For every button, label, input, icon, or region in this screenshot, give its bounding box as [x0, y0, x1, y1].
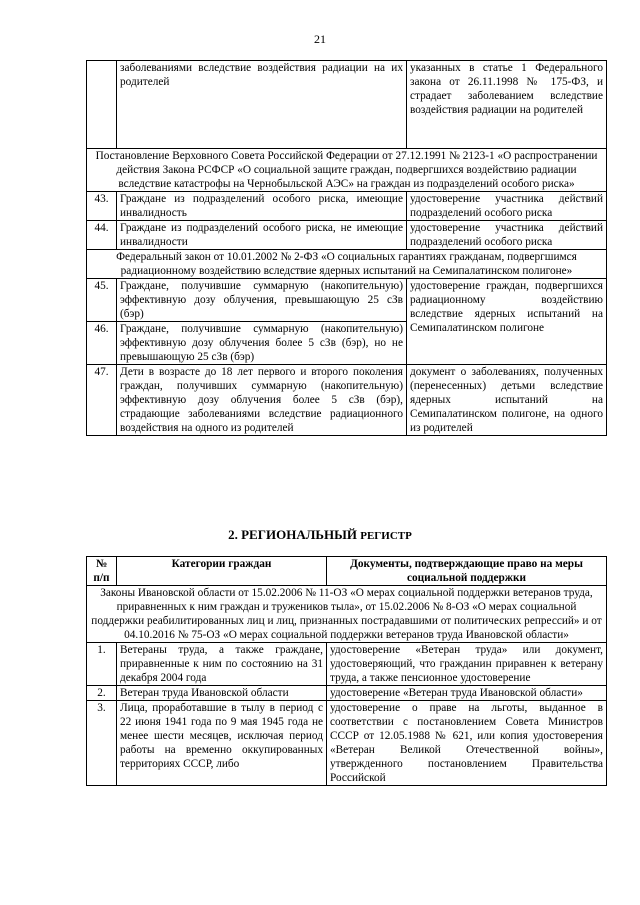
document-cell: удостоверение о праве на льготы, выданное в соответствии с постановлением Совета Министров СССР от 12.05.1988 № 621, или копия удостоверения «Ветеран Великой Отечественной войны», утвержденного постановлением Правительства Российской [327, 701, 607, 786]
document-cell: удостоверение участника действий подразделений особого риска [407, 192, 607, 221]
document-cell: указанных в статье 1 Федерального закона от 26.11.1998 № 175-ФЗ, и страдает заболеванием вследствие воздействия радиации на родителей [407, 61, 607, 149]
category-cell: Лица, проработавшие в тылу в период с 22 июня 1941 года по 9 мая 1945 года не менее шести месяцев, исключая период работы на временно оккупированных территориях СССР, либо [117, 701, 327, 786]
page-number: 21 [314, 32, 326, 46]
header-document: Документы, подтверждающие право на меры социальной поддержки [327, 557, 607, 586]
row-number: 2. [87, 686, 117, 701]
row-number: 43. [87, 192, 117, 221]
law-row [87, 586, 607, 643]
law-title: Федеральный закон от 10.01.2002 № 2-ФЗ «О социальных гарантиях гражданам, подвергшимся радиационному воздействию вследствие ядерных испытаний на Семипалатинском полигоне» [87, 250, 607, 279]
law-row [87, 250, 607, 279]
header-category: Категории граждан [117, 557, 327, 586]
header-number: № п/п [87, 557, 117, 586]
category-cell: Граждане, получившие суммарную (накопительную) эффективную дозу облучения более 5 сЗв (бэр), но не превышающую 25 сЗв (бэр) [117, 322, 407, 365]
document-cell: удостоверение участника действий подразделений особого риска [407, 221, 607, 250]
category-cell: Ветераны труда, а также граждане, приравненные к ним по состоянию на 31 декабря 2004 года [117, 643, 327, 686]
category-cell: заболеваниями вследствие воздействия радиации на их родителей [117, 61, 407, 149]
row-number: 44. [87, 221, 117, 250]
category-cell: Дети в возрасте до 18 лет первого и второго поколения граждан, получивших суммарную (накопительную) эффективную дозу облучения более 5 сЗв (бэр), страдающие заболеваниями вследствие радиационного воздействия на одного из родителей [117, 365, 407, 436]
category-cell: Граждане из подразделений особого риска, имеющие инвалидность [117, 192, 407, 221]
document-cell: документ о заболеваниях, полученных (перенесенных) детьми вследствие ядерных испытаний на Семипалатинском полигоне, на одного из родителей [407, 365, 607, 436]
table-row [87, 192, 607, 221]
document-cell: удостоверение граждан, подвергшихся радиационному воздействию вследствие ядерных испытаний на Семипалатинском полигоне [407, 279, 607, 365]
table-header-row [87, 557, 607, 586]
law-title: Законы Ивановской области от 15.02.2006 № 11-ОЗ «О мерах социальной поддержки ветеранов труда, приравненных к ним граждан и тружеников тыла», от 15.02.2006 № 8-ОЗ «О мерах социальной поддержки реабилитированных лиц и лиц, признанных пострадавшими от политических репрессий» и от 04.10.2016 № 75-ОЗ «О мерах социальной поддержки ветеранов труда Ивановской области» [87, 586, 607, 643]
row-number: 1. [87, 643, 117, 686]
section-title-smallcaps: РЕГИСТР [360, 530, 412, 542]
table-row [87, 279, 607, 322]
section-title [0, 527, 640, 543]
row-number: 45. [87, 279, 117, 322]
row-number: 3. [87, 701, 117, 786]
law-row [87, 149, 607, 192]
table-row [87, 701, 607, 786]
category-cell: Ветеран труда Ивановской области [117, 686, 327, 701]
row-number: 46. [87, 322, 117, 365]
row-number: 47. [87, 365, 117, 436]
table-row [87, 643, 607, 686]
category-cell: Граждане из подразделений особого риска, не имеющие инвалидности [117, 221, 407, 250]
table-regional-register [86, 556, 607, 786]
row-number [87, 61, 117, 149]
table-row [87, 686, 607, 701]
section-title-main: 2. РЕГИОНАЛЬНЫЙ [228, 527, 361, 542]
law-title: Постановление Верховного Совета Российской Федерации от 27.12.1991 № 2123-1 «О распространении действия Закона РСФСР «О социальной защите граждан, подвергшихся воздействию радиации вследствие катастрофы на Чернобыльской АЭС» на граждан из подразделений особого риска» [87, 149, 607, 192]
table-row [87, 365, 607, 436]
document-cell: удостоверение «Ветеран труда Ивановской области» [327, 686, 607, 701]
table-federal-register [86, 60, 607, 436]
table-row [87, 221, 607, 250]
category-cell: Граждане, получившие суммарную (накопительную) эффективную дозу облучения, превышающую 25 сЗв (бэр) [117, 279, 407, 322]
document-cell: удостоверение «Ветеран труда» или документ, удостоверяющий, что гражданин приравнен к ветерану труда, а также пенсионное удостоверение [327, 643, 607, 686]
table-row [87, 61, 607, 149]
